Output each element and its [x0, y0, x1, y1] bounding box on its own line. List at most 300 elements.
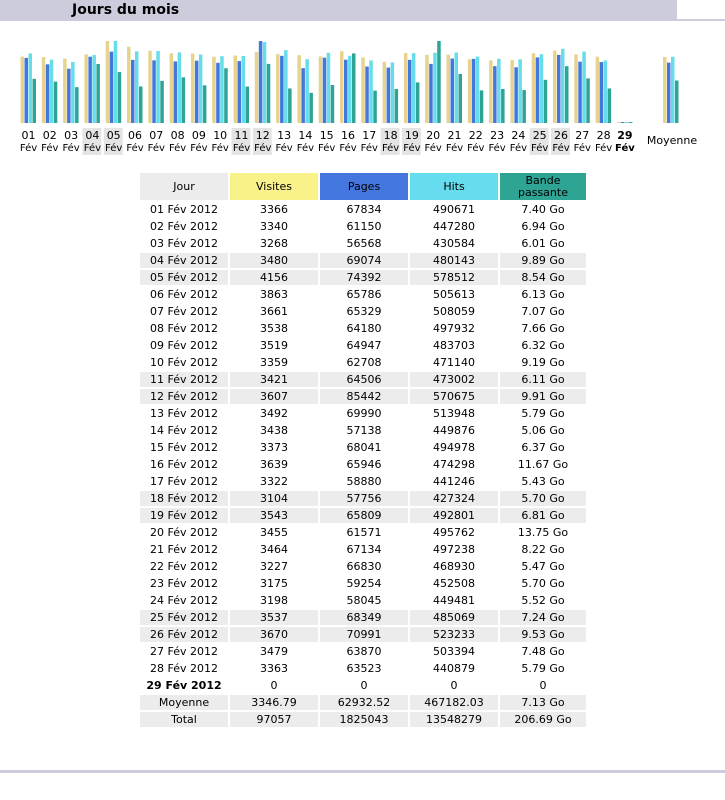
- x-tick-label: 04: [85, 129, 100, 142]
- table-cell: 3479: [260, 645, 288, 658]
- table-row: [140, 712, 586, 727]
- bar-hits-14: [305, 59, 309, 123]
- table-row: [140, 525, 586, 540]
- bar-bande-passante-23: [501, 89, 505, 123]
- bar-hits-10: [220, 56, 224, 123]
- x-tick-sublabel: Fév: [190, 143, 208, 154]
- table-row: [140, 236, 586, 251]
- average-label: Moyenne: [646, 134, 698, 147]
- table-cell: 4156: [230, 270, 318, 285]
- table-cell-day: 03 Fév 2012: [150, 237, 218, 250]
- bar-hits-05: [114, 41, 118, 123]
- bar-bande-passante-19: [416, 82, 420, 123]
- table-cell: 440879: [433, 662, 475, 675]
- table-cell: 70991: [320, 627, 408, 642]
- bar-hits-09: [199, 54, 203, 123]
- bar-bande-passante-16: [352, 53, 356, 123]
- bar-pages-17: [365, 66, 369, 123]
- table-cell: 5.47 Go: [521, 560, 565, 573]
- x-tick-sublabel: Fév: [105, 143, 123, 154]
- table-cell: 3227: [260, 560, 288, 573]
- x-tick-label: 19: [404, 129, 419, 142]
- table-cell: 497932: [433, 322, 475, 335]
- table-cell: 523233: [410, 627, 498, 642]
- bar-visites-23: [489, 60, 493, 123]
- bar-visites-14: [297, 55, 301, 123]
- bar-visites-10: [212, 57, 216, 123]
- table-cell-day: 08 Fév 2012: [150, 322, 218, 335]
- bar-visites-18: [383, 62, 387, 123]
- table-cell-day: 12 Fév 2012: [140, 389, 228, 404]
- table-cell: 483703: [433, 339, 475, 352]
- x-tick-label: 11: [234, 129, 249, 142]
- table-cell: 3661: [260, 305, 288, 318]
- table-cell: 6.37 Go: [521, 441, 565, 454]
- x-tick-sublabel: Fév: [488, 143, 506, 154]
- bar-visites-01: [21, 57, 25, 123]
- bar-visites-15: [319, 56, 323, 123]
- bar-hits-28: [604, 61, 608, 123]
- bar-pages-08: [174, 61, 178, 123]
- bar-bande-passante-03: [75, 87, 79, 123]
- bar-pages-14: [301, 68, 305, 123]
- table-cell: 452508: [433, 577, 475, 590]
- bar-bande-passante-10: [224, 68, 228, 123]
- table-cell: 63870: [346, 645, 382, 658]
- table-cell-day: 29 Fév 2012: [146, 679, 222, 692]
- table-cell: 57138: [346, 424, 382, 437]
- x-tick-label: 14: [298, 129, 313, 142]
- bar-pages-21: [451, 59, 455, 123]
- daily-bar-chart: [0, 20, 725, 160]
- x-tick-sublabel: Fév: [360, 143, 378, 154]
- x-tick-sublabel: Fév: [424, 143, 442, 154]
- table-cell: 3366: [260, 203, 288, 216]
- table-cell: 3322: [260, 475, 288, 488]
- x-tick-label: 27: [575, 129, 590, 142]
- bar-bande-passante-24: [522, 90, 526, 123]
- bar-hits-02: [50, 60, 54, 123]
- table-cell: 5.79 Go: [521, 662, 565, 675]
- table-cell: 3104: [230, 491, 318, 506]
- bar-pages-26: [557, 55, 561, 123]
- x-tick-label: 17: [362, 129, 377, 142]
- table-cell: 0: [539, 679, 547, 692]
- bar-pages-22: [472, 59, 476, 123]
- x-tick-label: 03: [64, 129, 79, 142]
- table-cell: 495762: [433, 526, 475, 539]
- x-tick-sublabel: Fév: [445, 143, 464, 154]
- bar-visites-21: [447, 55, 451, 123]
- table-cell: 490671: [433, 203, 475, 216]
- bar-pages-11: [238, 61, 242, 123]
- bar-pages-24: [514, 67, 518, 123]
- bar-pages-01: [25, 58, 29, 123]
- table-row: [140, 202, 586, 217]
- table-cell: 7.40 Go: [521, 203, 565, 216]
- table-cell: 97057: [230, 712, 318, 727]
- x-tick-label: 20: [426, 129, 441, 142]
- table-cell: 67134: [346, 543, 382, 556]
- bar-hits-12: [263, 42, 267, 123]
- table-cell-day: 28 Fév 2012: [150, 662, 218, 675]
- table-cell: 7.24 Go: [500, 610, 586, 625]
- x-tick-sublabel: Fév: [594, 143, 613, 154]
- table-cell: 467182.03: [410, 695, 498, 710]
- bar-bande-passante-28: [608, 88, 612, 123]
- x-tick-label: 25: [532, 129, 547, 142]
- table-cell-day: 15 Fév 2012: [150, 441, 218, 454]
- table-cell: 1825043: [320, 712, 408, 727]
- x-tick-sublabel: Fév: [41, 143, 59, 154]
- x-tick-sublabel: Fév: [615, 143, 635, 154]
- table-cell: 3346.79: [230, 695, 318, 710]
- table-cell: 3421: [230, 372, 318, 387]
- table-cell-day: 21 Fév 2012: [150, 543, 218, 556]
- table-cell: 9.89 Go: [500, 253, 586, 268]
- table-cell: 69990: [346, 407, 382, 420]
- table-cell: 6.11 Go: [500, 372, 586, 387]
- bar-pages-04: [88, 57, 92, 123]
- table-cell: 5.70 Go: [500, 491, 586, 506]
- bar-bande-passante-17: [373, 91, 377, 123]
- bar-visites-average: [663, 57, 667, 123]
- bar-pages-03: [67, 69, 71, 123]
- table-cell: 6.13 Go: [521, 288, 565, 301]
- bar-hits-26: [561, 49, 565, 123]
- table-cell: 8.54 Go: [500, 270, 586, 285]
- bar-bande-passante-26: [565, 66, 569, 123]
- bar-visites-29: [617, 122, 621, 123]
- bar-pages-27: [578, 62, 582, 123]
- table-row: [140, 219, 586, 234]
- bar-visites-19: [404, 53, 408, 123]
- table-row: [140, 610, 586, 625]
- table-cell: 3363: [260, 662, 288, 675]
- x-tick-label: 28: [596, 129, 611, 142]
- bar-bande-passante-25: [544, 80, 548, 123]
- table-row: [140, 406, 586, 421]
- table-cell: 3175: [260, 577, 288, 590]
- table-cell: 578512: [410, 270, 498, 285]
- table-cell-day: Moyenne: [140, 695, 228, 710]
- table-cell: 447280: [433, 220, 475, 233]
- bar-hits-average: [671, 57, 675, 123]
- table-cell-day: 18 Fév 2012: [140, 491, 228, 506]
- bar-pages-13: [280, 56, 284, 123]
- table-row: [140, 542, 586, 557]
- table-cell: 3198: [260, 594, 288, 607]
- bar-pages-average: [667, 63, 671, 123]
- bar-visites-28: [596, 57, 600, 123]
- table-cell: 430584: [433, 237, 475, 250]
- x-tick-sublabel: Fév: [467, 143, 485, 154]
- bar-visites-17: [361, 57, 365, 123]
- bar-pages-29: [621, 122, 625, 123]
- table-cell: 3340: [260, 220, 288, 233]
- x-tick-sublabel: Fév: [126, 143, 144, 154]
- bar-visites-22: [468, 59, 472, 123]
- bar-bande-passante-11: [246, 87, 250, 123]
- col-header-pages: Pages: [320, 173, 408, 200]
- table-row: [140, 678, 586, 693]
- bar-hits-15: [327, 53, 331, 123]
- bar-bande-passante-09: [203, 85, 207, 123]
- table-cell: 58880: [346, 475, 382, 488]
- table-cell-day: Total: [140, 712, 228, 727]
- table-cell: 497238: [433, 543, 475, 556]
- col-header-visites: Visites: [230, 173, 318, 200]
- col-header-hits: Hits: [410, 173, 498, 200]
- table-cell: 63523: [346, 662, 382, 675]
- table-cell: 57756: [320, 491, 408, 506]
- x-tick-label: 29: [617, 129, 633, 142]
- table-cell-day: 14 Fév 2012: [150, 424, 218, 437]
- table-cell: 58045: [346, 594, 382, 607]
- bar-pages-10: [216, 63, 220, 123]
- table-cell: 62932.52: [320, 695, 408, 710]
- x-tick-label: 01: [21, 129, 36, 142]
- table-cell: 67834: [346, 203, 382, 216]
- bar-bande-passante-13: [288, 88, 292, 123]
- table-cell-day: 25 Fév 2012: [140, 610, 228, 625]
- bar-pages-19: [408, 60, 412, 123]
- table-cell-day: 06 Fév 2012: [150, 288, 218, 301]
- table-cell-day: 05 Fév 2012: [140, 270, 228, 285]
- bar-bande-passante-08: [182, 77, 186, 123]
- table-row: [140, 576, 586, 591]
- table-row: [140, 389, 586, 404]
- table-cell-day: 07 Fév 2012: [150, 305, 218, 318]
- x-tick-label: 22: [468, 129, 483, 142]
- bar-visites-08: [170, 53, 174, 123]
- table-cell: 480143: [410, 253, 498, 268]
- table-cell: 8.22 Go: [521, 543, 565, 556]
- x-tick-label: 15: [319, 129, 334, 142]
- bar-pages-23: [493, 66, 497, 123]
- table-cell: 206.69 Go: [500, 712, 586, 727]
- table-cell-day: 02 Fév 2012: [150, 220, 218, 233]
- table-cell: 449481: [433, 594, 475, 607]
- table-cell: 3538: [260, 322, 288, 335]
- x-tick-label: 13: [277, 129, 292, 142]
- table-cell: 473002: [410, 372, 498, 387]
- bar-bande-passante-27: [586, 78, 590, 123]
- bar-visites-04: [84, 54, 88, 123]
- table-row: [140, 270, 586, 285]
- table-cell: 65329: [346, 305, 382, 318]
- table-cell: 508059: [433, 305, 475, 318]
- bar-hits-11: [242, 56, 246, 123]
- bar-visites-24: [510, 60, 514, 123]
- bar-pages-06: [131, 60, 135, 123]
- table-cell: 492801: [410, 508, 498, 523]
- table-row: [140, 508, 586, 523]
- table-cell: 5.52 Go: [521, 594, 565, 607]
- x-tick-label: 16: [341, 129, 355, 142]
- bar-hits-03: [71, 62, 75, 123]
- col-header-bande-passante: Bande passante: [500, 173, 586, 200]
- table-cell: 3670: [230, 627, 318, 642]
- table-cell: 7.13 Go: [500, 695, 586, 710]
- table-cell: 7.07 Go: [521, 305, 565, 318]
- x-tick-sublabel: Fév: [254, 143, 272, 154]
- x-tick-label: 08: [170, 129, 185, 142]
- bar-pages-12: [259, 41, 263, 123]
- table-cell: 69074: [320, 253, 408, 268]
- table-cell: 3607: [230, 389, 318, 404]
- x-tick-label: 12: [255, 129, 270, 142]
- bar-hits-19: [412, 53, 416, 123]
- table-cell: 62708: [346, 356, 382, 369]
- bar-visites-25: [532, 53, 536, 123]
- table-cell-day: 20 Fév 2012: [150, 526, 218, 539]
- table-row: [140, 559, 586, 574]
- bar-bande-passante-04: [96, 64, 100, 123]
- table-row: [140, 253, 586, 268]
- table-cell: 3373: [260, 441, 288, 454]
- bar-hits-29: [625, 122, 629, 123]
- table-cell: 74392: [320, 270, 408, 285]
- table-cell: 6.94 Go: [521, 220, 565, 233]
- table-row: [140, 661, 586, 676]
- x-tick-sublabel: Fév: [552, 143, 570, 154]
- bar-bande-passante-15: [331, 85, 335, 123]
- bar-bande-passante-07: [160, 81, 164, 123]
- bar-visites-03: [63, 59, 67, 123]
- bar-pages-25: [536, 57, 540, 123]
- table-cell: 468930: [433, 560, 475, 573]
- x-tick-label: 26: [554, 129, 568, 142]
- table-row: [140, 474, 586, 489]
- bar-visites-27: [574, 54, 578, 123]
- x-tick-label: 23: [490, 129, 505, 142]
- bar-visites-07: [148, 51, 152, 123]
- table-row: [140, 440, 586, 455]
- table-cell-day: 17 Fév 2012: [150, 475, 218, 488]
- bar-pages-15: [323, 58, 327, 123]
- table-cell: 9.53 Go: [500, 627, 586, 642]
- table-row: [140, 644, 586, 659]
- x-tick-sublabel: Fév: [211, 143, 229, 154]
- daily-stats-table: [138, 171, 588, 729]
- bar-pages-16: [344, 60, 348, 123]
- table-cell-day: 19 Fév 2012: [140, 508, 228, 523]
- table-cell-day: 09 Fév 2012: [150, 339, 218, 352]
- table-cell: 471140: [433, 356, 475, 369]
- table-cell: 5.70 Go: [521, 577, 565, 590]
- x-tick-label: 18: [383, 129, 398, 142]
- table-cell-day: 10 Fév 2012: [150, 356, 218, 369]
- table-cell: 6.32 Go: [521, 339, 565, 352]
- table-cell-day: 26 Fév 2012: [140, 627, 228, 642]
- table-cell: 64180: [346, 322, 382, 335]
- footer-rule: [0, 770, 725, 773]
- x-tick-label: 21: [447, 129, 462, 142]
- bar-bande-passante-06: [139, 86, 143, 123]
- table-cell: 56568: [346, 237, 382, 250]
- table-row: [140, 695, 586, 710]
- table-cell: 7.48 Go: [521, 645, 565, 658]
- bar-hits-24: [518, 59, 522, 123]
- table-cell: 85442: [320, 389, 408, 404]
- table-row: [140, 491, 586, 506]
- bar-visites-02: [42, 57, 46, 123]
- table-row: [140, 457, 586, 472]
- bar-bande-passante-average: [675, 80, 679, 123]
- table-row: [140, 287, 586, 302]
- table-row: [140, 627, 586, 642]
- table-cell: 494978: [433, 441, 475, 454]
- section-header: [0, 0, 677, 21]
- bar-hits-21: [455, 53, 459, 123]
- bar-hits-04: [92, 55, 96, 123]
- table-cell: 3359: [260, 356, 288, 369]
- x-tick-label: 05: [106, 129, 121, 142]
- x-tick-sublabel: Fév: [147, 143, 165, 154]
- table-cell: 13.75 Go: [517, 526, 569, 539]
- bar-hits-01: [29, 53, 33, 123]
- bar-visites-11: [234, 56, 238, 123]
- bar-pages-05: [110, 52, 114, 123]
- table-cell: 9.91 Go: [500, 389, 586, 404]
- table-cell: 5.43 Go: [521, 475, 565, 488]
- table-cell: 59254: [346, 577, 382, 590]
- table-row: [140, 593, 586, 608]
- bar-bande-passante-05: [118, 72, 122, 123]
- table-cell: 5.06 Go: [521, 424, 565, 437]
- bar-pages-09: [195, 61, 199, 123]
- table-cell: 449876: [433, 424, 475, 437]
- bar-visites-16: [340, 51, 344, 123]
- table-cell-day: 13 Fév 2012: [150, 407, 218, 420]
- bar-hits-22: [476, 57, 480, 123]
- bar-pages-18: [387, 68, 391, 123]
- x-tick-sublabel: Fév: [573, 143, 591, 154]
- table-cell: 3492: [260, 407, 288, 420]
- bar-hits-07: [156, 51, 160, 123]
- table-row: [140, 338, 586, 353]
- bar-hits-23: [497, 59, 501, 123]
- table-cell: 505613: [433, 288, 475, 301]
- table-cell: 66830: [346, 560, 382, 573]
- table-cell: 64506: [320, 372, 408, 387]
- table-cell-day: 24 Fév 2012: [150, 594, 218, 607]
- x-tick-label: 09: [191, 129, 206, 142]
- bar-hits-08: [178, 52, 182, 123]
- table-cell-day: 23 Fév 2012: [150, 577, 218, 590]
- table-cell: 6.01 Go: [521, 237, 565, 250]
- table-cell: 3480: [230, 253, 318, 268]
- x-tick-label: 07: [149, 129, 164, 142]
- table-cell: 3537: [230, 610, 318, 625]
- bar-hits-16: [348, 56, 352, 123]
- table-cell: 485069: [410, 610, 498, 625]
- table-row: [140, 355, 586, 370]
- col-header-jour: Jour: [140, 173, 228, 200]
- x-tick-sublabel: Fév: [62, 143, 80, 154]
- table-cell: 3464: [260, 543, 288, 556]
- table-cell: 65946: [346, 458, 382, 471]
- table-cell: 3543: [230, 508, 318, 523]
- x-tick-sublabel: Fév: [19, 143, 38, 154]
- table-cell: 503394: [433, 645, 475, 658]
- table-cell: 3268: [260, 237, 288, 250]
- bar-bande-passante-20: [437, 41, 441, 123]
- bar-visites-12: [255, 52, 258, 123]
- table-cell: 0: [450, 679, 458, 692]
- bar-visites-06: [127, 47, 131, 123]
